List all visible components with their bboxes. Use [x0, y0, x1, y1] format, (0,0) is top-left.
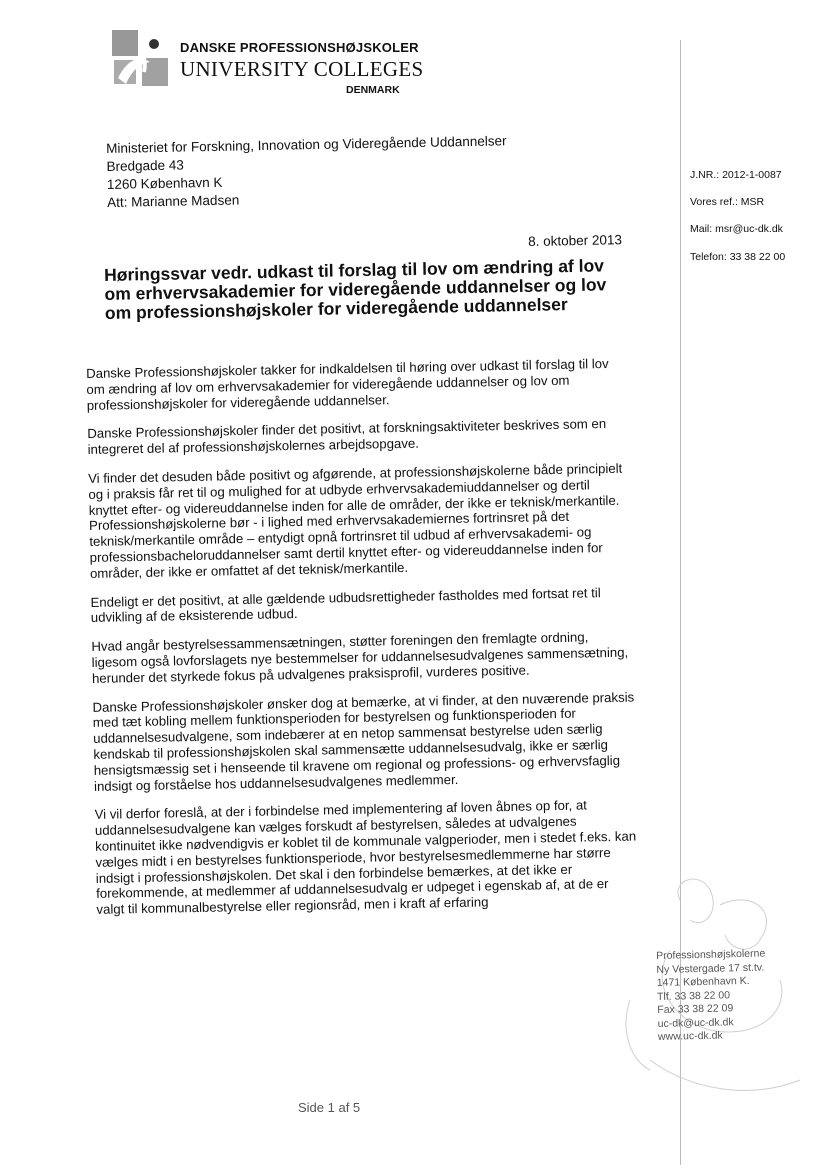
recipient-line: Ministeriet for Forskning, Innovation og Videregående Uddannelser [106, 133, 507, 156]
paragraph: Vi finder det desuden både positivt og afgørende, at professionshøjskolerne både principielt og i praksis får ret til og mulighed for at udbyde erhvervsakademiuddannelser og dertil knyttet efter- og videreuddannelse inden for alle de områder, der ikke er teknisk/merkantile. Professionshøjskolerne bør - i lighed med erhvervsakademiernes fortrinsret på det teknisk/merkantile område – entydigt opnå fortrinsret til udbud af erhvervsakademi- og professionsbacheloruddannelser samt dertil knyttet efter- og videreuddannelse inden for områder, der ikke er omfattet af det teknisk/merkantile. [88, 460, 623, 581]
letter-body [86, 356, 639, 931]
reference: Vores ref.: MSR [690, 196, 765, 208]
paragraph: Danske Professionshøjskoler takker for indkaldelsen til høring over udkast til forslag til lov om ændring af lov om erhvervsakademier for videregående uddannelser og lov om professionshøjskoler for videregående uddannelser. [86, 355, 609, 413]
footer-address-line: Fax 33 38 22 09 [657, 1002, 734, 1016]
logo-icon [110, 28, 172, 90]
paragraph: Danske Professionshøjskoler ønsker dog at bemærke, at vi finder, at den nuværende praksis med tæt kobling mellem funktionsperioden for bestyrelsen og funktionsperioden for uddannelsesudvalgene, som indebærer at en netop sammensat bestyrelse uden særlig kendskab til professionshøjskolen skal sammensætte uddannelsesudvalg, ikke er særlig hensigtsmæssig set i henseende til kravene om regional og professions- og erhvervsfaglig indsigt og forståelse hos uddannelsesudvalgenes medlemmer. [92, 689, 635, 794]
recipient-line: 1260 København K [106, 174, 223, 192]
org-name-danish: DANSKE PROFESSIONSHØJSKOLER [180, 40, 419, 55]
org-name-english: UNIVERSITY COLLEGES [180, 57, 424, 81]
paragraph: Endeligt er det positivt, at alle gældende udbudsrettigheder fastholdes med fortsat ret til udvikling af de eksisterende udbud. [90, 584, 601, 626]
recipient-address [106, 132, 508, 212]
recipient-line: Att: Marianne Madsen [107, 192, 240, 210]
letter-title: Høringssvar vedr. udkast til forslag til lov om ændring af lov om erhvervsakademier for videregående uddannelser og lov om professionshøjskoler for videregående uddannelser [103, 255, 607, 323]
contact-phone: Telefon: 33 38 22 00 [690, 251, 786, 263]
paragraph: Vi vil derfor foreslå, at der i forbindelse med implementering af loven åbnes op for, at uddannelsesudvalgene kan vælges forskudt af bestyrelsen, således at udvalgenes kontinuitet ikke nødvendigvis er koblet til de kommunale valgperioder, men i stedet f.eks. kan vælges midt i en bestyrelses funktionsperiode, hvor bestyrelsesmedlemmerne har større indsigt i professionshøjskolen. Det skal i den forbindelse bemærkes, at det ikke er forekommende, at medlemmer af uddannelsesudvalg er udpeget i egenskab af, at de er valgt til kommunalbestyrelse eller regionsråd, men i kraft af erfaring [94, 797, 637, 918]
paragraph: Danske Professionshøjskoler finder det positivt, at forskningsaktiviteter beskrives som en integreret del af professionshøjskolernes arbejdsopgave. [87, 416, 607, 458]
footer-address-line: Professionshøjskolerne [656, 947, 766, 962]
footer-address-line: Tlf. 33 38 22 00 [656, 988, 731, 1003]
footer-address-line: uc-dk@uc-dk.dk [657, 1015, 734, 1030]
paragraph: Hvad angår bestyrelsessammensætningen, støtter foreningen den fremlagte ordning, ligesom også lovforslagets nye bestemmelser for uddannelsesudvalgenes sammensætning, herunder det styrkede fokus på udvalgenes praksisprofil, vurderes positive. [91, 629, 629, 686]
org-name-country: DENMARK [346, 84, 400, 96]
footer-address [656, 948, 767, 1045]
footer-address-line: Ny Vestergade 17 st.tv. [656, 961, 765, 976]
page-number: Side 1 af 5 [298, 1100, 361, 1115]
journal-number: J.NR.: 2012-1-0087 [690, 169, 782, 181]
letter-date: 8. oktober 2013 [528, 232, 623, 249]
footer-address-line: www.uc-dk.dk [657, 1029, 723, 1043]
contact-mail: Mail: msr@uc-dk.dk [690, 223, 783, 235]
footer-address-line: 1471 København K. [656, 974, 750, 989]
recipient-line: Bredgade 43 [106, 157, 184, 174]
